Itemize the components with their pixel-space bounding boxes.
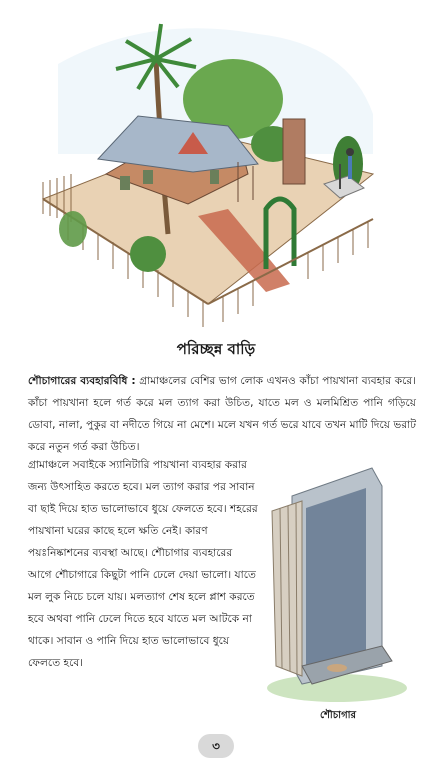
latrine-illustration	[262, 456, 412, 706]
latrine-caption: শৌচাগার	[319, 710, 357, 721]
paragraph-lead: শৌচাগারের ব্যবহারবিধি :	[28, 375, 136, 387]
house-illustration	[28, 4, 388, 334]
sanitation-paragraph: গ্রামাঞ্চলে সবাইকে স্যানিটারি পায়খানা ব্যবহার করার জন্য উৎসাহিত করতে হবে। মল ত্যাগ করার পর সাবান বা ছাই দিয়ে হাত ভালোভাবে ধুয়ে ফেলতে হবে। শহরের পায়খানা ঘরের কাছে হলে ক্ষতি নেই। কারণ পয়ঃনিষ্কাশনের ব্যবস্থা আছে। শৌচাগার ব্যবহারের আগে শৌচাগারে কিছুটা পানি ঢেলে দেয়া ভালো। যাতে মল লুক নিচে চলে যায়। মলত্যাগ শেষ হলে প্লাশ করতে হবে অথবা পানি ঢেলে দিতে হবে যাতে মল আটকে না থাকে। সাবান ও পানি দিয়ে হাত ভালোভাবে ধুয়ে ফেলতে হবে।	[28, 459, 258, 669]
page-title: পরিচ্ছন্ন বাড়ি	[176, 340, 256, 358]
hygiene-paragraph	[28, 370, 416, 458]
page-number: ৩	[198, 734, 234, 758]
tower	[283, 119, 305, 184]
paragraph-body: গ্রামাঞ্চলের বেশির ভাগ লোক এখনও কাঁচা পায়খানা ব্যবহার করে। কাঁচা পায়খানা হলে গর্ত করে মল ত্যাগ করা উচিত, যাতে মল ও মলমিশ্রিত পানি গড়িয়ে ডোবা, নালা, পুকুর বা নদীতে গিয়ে না মেশে। মলে যখন গর্ত ভরে যাবে তখন মাটি দিয়ে ভরাট করে নতুন গর্ত করা উচিত।	[28, 375, 417, 453]
